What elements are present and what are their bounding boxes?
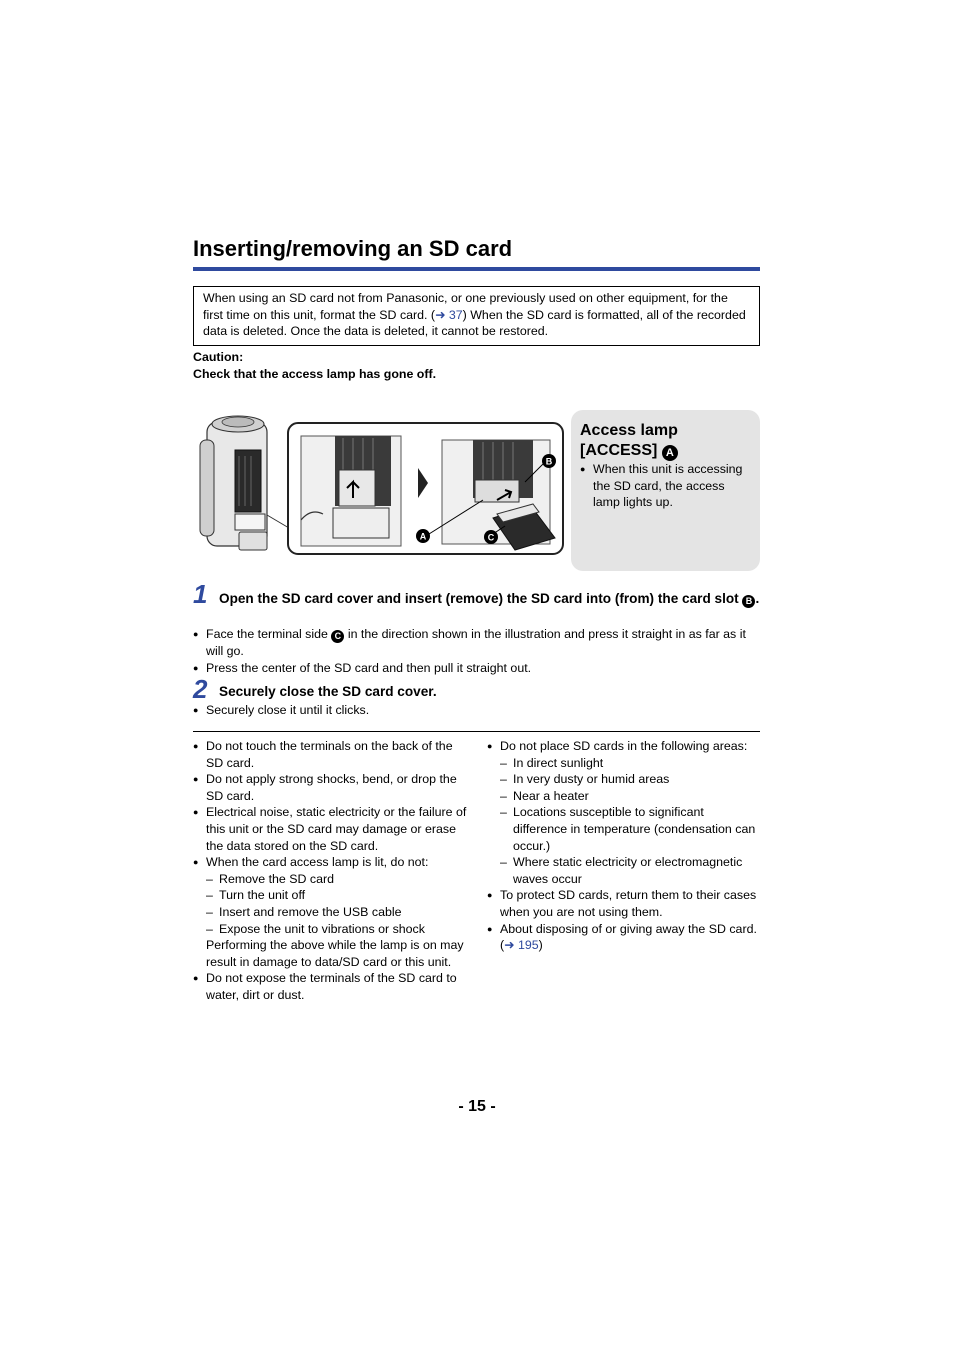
- page-link-195[interactable]: ➜ 195: [504, 938, 539, 953]
- note-left-4-item-4: Expose the unit to vibrations or shock: [219, 921, 425, 936]
- bullet-icon: ●: [487, 890, 493, 901]
- marker-c-label: C: [487, 532, 495, 543]
- sd-card-illustration: [193, 410, 568, 570]
- note-left-3: Electrical noise, static electricity or the failure of this unit or the SD card may damage or erase the data stored on the SD card.: [206, 805, 467, 853]
- note-right-1-item-4: Locations susceptible to significant difference in temperature (condensation can occur.): [513, 805, 756, 853]
- sub-list-item: – Expose the unit to vibrations or shock: [206, 921, 425, 936]
- note-left-4: When the card access lamp is lit, do not:: [206, 855, 429, 870]
- note-right-1: Do not place SD cards in the following areas:: [500, 739, 748, 753]
- notice-text-2: ) When the SD card is formatted, all of the recorded data is deleted. Once the data is deleted, it cannot be restored.: [203, 307, 746, 339]
- access-lamp-title: [580, 421, 755, 461]
- bullet-icon: ●: [580, 464, 586, 474]
- step-1-bullets: [193, 626, 760, 676]
- list-item: [193, 970, 468, 1003]
- marker-b-label: B: [545, 456, 553, 467]
- notice-box: [193, 286, 760, 346]
- title-rule: [193, 267, 760, 271]
- sub-list-item: – Remove the SD card: [206, 871, 335, 886]
- sub-list-item: – Where static electricity or electromagnetic waves occur: [487, 854, 760, 887]
- access-lamp-title-text: Access lamp [ACCESS]: [580, 422, 678, 459]
- notes-left-column: [193, 738, 468, 1004]
- note-right-1-item-2: In very dusty or humid areas: [513, 772, 670, 787]
- caution-text: Check that the access lamp has gone off.: [193, 367, 437, 381]
- step-1-bullet-2: Press the center of the SD card and then pull it straight out.: [206, 660, 532, 675]
- step-1-bullet-1a: Face the terminal side: [206, 627, 328, 641]
- list-item: [193, 738, 468, 771]
- bullet-icon: ●: [487, 923, 493, 934]
- card-insert-drawing: [442, 440, 555, 550]
- list-item: [193, 854, 468, 871]
- note-left-4-item-3: Insert and remove the USB cable: [219, 904, 402, 919]
- step-2-number: 2: [193, 674, 208, 704]
- note-left-4-item-2: Turn the unit off: [219, 888, 306, 903]
- sub-list-item: – In direct sunlight: [500, 755, 604, 770]
- sub-list-item: – Locations susceptible to significant difference in temperature (condensation can occur.): [487, 804, 760, 854]
- section-divider: [193, 731, 760, 732]
- note-left-5: Do not expose the terminals of the SD card to water, dirt or dust.: [206, 971, 457, 1002]
- bullet-icon: ●: [487, 741, 493, 751]
- note-left-2: Do not apply strong shocks, bend, or drop the SD card.: [206, 772, 457, 803]
- list-item: [193, 804, 468, 854]
- step-2-bullet: [193, 702, 760, 719]
- caution-heading: Caution:: [193, 350, 244, 364]
- bullet-icon: ●: [193, 662, 199, 673]
- marker-c-badge: C: [331, 630, 344, 643]
- bullet-icon: ●: [193, 629, 199, 639]
- notice-text-1: When using an SD card not from Panasonic, or one previously used on other equipment, for the first time on this unit, format the SD card. (: [203, 291, 728, 322]
- sub-list-item: – Turn the unit off: [206, 888, 306, 903]
- note-right-3a: About disposing of or giving away the SD card. (: [500, 921, 757, 953]
- page-number: - 15 -: [458, 1098, 496, 1115]
- sub-list-item: – In very dusty or humid areas: [500, 772, 670, 787]
- note-left-4-item-1: Remove the SD card: [219, 871, 335, 886]
- step-2-bullet-text: Securely close it until it clicks.: [206, 703, 370, 717]
- note-left-4-after: Performing the above while the lamp is on may result in damage to data/SD card or this unit.: [206, 938, 464, 969]
- list-item: [487, 887, 760, 920]
- camera-drawing: [200, 416, 289, 550]
- marker-a-badge: A: [662, 445, 678, 461]
- step-1-instruction: Open the SD card cover and insert (remove) the SD card into (from) the card slot B .: [219, 591, 760, 606]
- list-item: [487, 738, 760, 755]
- step-1-text: Open the SD card cover and insert (remove) the SD card into (from) the card slot: [219, 591, 739, 606]
- note-right-2: To protect SD cards, return them to their cases when you are not using them.: [500, 888, 757, 919]
- list-item: [193, 771, 468, 804]
- list-item: [487, 921, 760, 954]
- note-right-1-item-5: Where static electricity or electromagnetic waves occur: [513, 855, 743, 886]
- notes-right-column: [487, 738, 760, 954]
- note-right-3b: ): [538, 938, 543, 953]
- step-1-bullet-1b: in the direction shown in the illustration and press it straight in as far as it will go.: [206, 627, 746, 658]
- marker-b-badge: B: [742, 595, 755, 608]
- note-right-1-item-3: Near a heater: [513, 788, 589, 803]
- page-link-37[interactable]: ➜ 37: [435, 307, 463, 322]
- bullet-icon: ●: [193, 857, 199, 868]
- access-lamp-bullet-text: When this unit is accessing the SD card, the access lamp lights up.: [593, 462, 743, 510]
- bullet-icon: ●: [193, 741, 199, 751]
- list-item: [193, 660, 760, 677]
- step-2-instruction: Securely close the SD card cover.: [219, 684, 437, 699]
- marker-a-label: A: [419, 531, 427, 542]
- sub-list-item: – Insert and remove the USB cable: [206, 904, 402, 919]
- access-lamp-bullet: [580, 461, 752, 511]
- bullet-icon: ●: [193, 774, 199, 785]
- sub-list-item: – Near a heater: [500, 788, 589, 803]
- note-left-1: Do not touch the terminals on the back of the SD card.: [206, 739, 453, 770]
- bullet-icon: ●: [193, 973, 199, 984]
- bullet-icon: ●: [193, 807, 199, 818]
- note-right-1-item-1: In direct sunlight: [513, 755, 604, 770]
- list-item: [193, 626, 760, 660]
- caution-block: [193, 349, 436, 383]
- card-cover-open-drawing: [301, 436, 401, 546]
- page-title: Inserting/removing an SD card: [193, 236, 513, 261]
- step-1-number: 1: [193, 579, 208, 609]
- bullet-icon: ●: [193, 705, 199, 715]
